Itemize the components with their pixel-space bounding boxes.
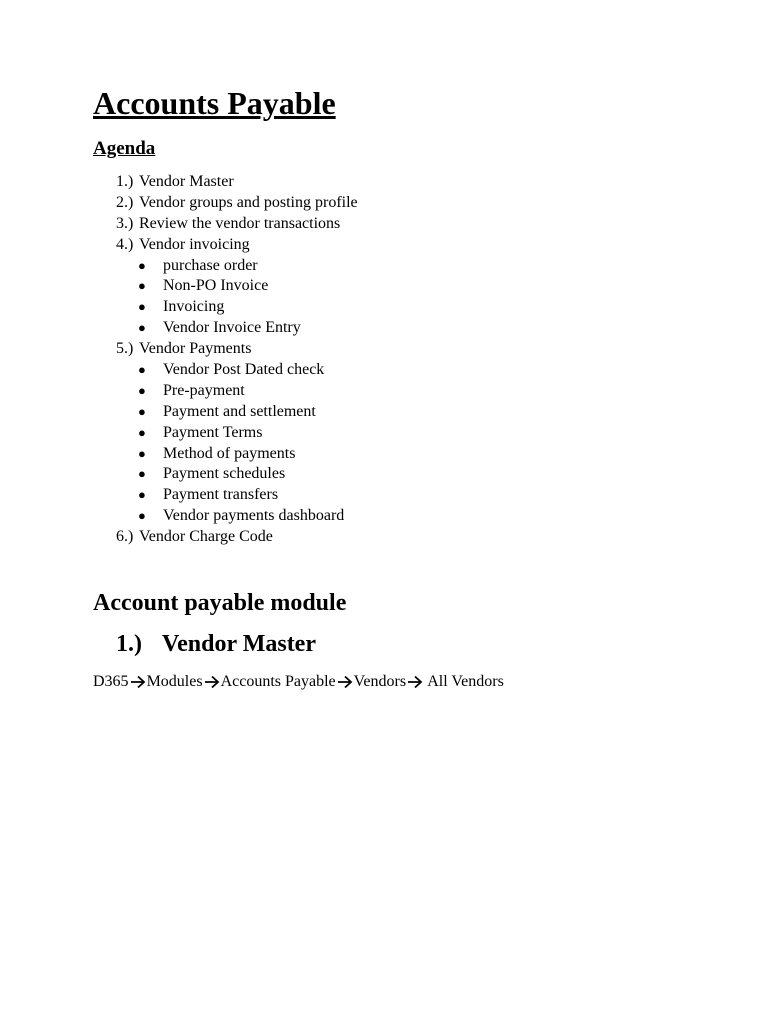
bullet-icon: ● — [138, 362, 146, 378]
agenda-item-label: Vendor groups and posting profile — [139, 193, 358, 211]
agenda-subitem-label: purchase order — [163, 256, 258, 274]
agenda-item-label: Vendor invoicing — [139, 235, 250, 253]
bullet-icon: ● — [138, 403, 146, 419]
bullet-icon: ● — [138, 508, 146, 524]
bullet-icon: ● — [138, 278, 146, 294]
nav-path-segment: Vendors — [353, 673, 407, 690]
bullet-icon: ● — [138, 466, 146, 482]
arrow-right-icon — [204, 675, 220, 689]
arrow-right-icon — [130, 675, 146, 689]
agenda-subitem-label: Vendor payments dashboard — [163, 507, 345, 525]
agenda-subitem-label: Method of payments — [163, 444, 296, 462]
agenda-subitem-label: Payment schedules — [163, 465, 286, 483]
agenda-subitem-label: Payment and settlement — [163, 402, 316, 420]
agenda-item-number: 3.) — [116, 214, 134, 232]
agenda-item-label: Review the vendor transactions — [139, 214, 341, 232]
nav-path-segment: D365 — [93, 673, 129, 690]
agenda-subitem-label: Payment Terms — [163, 423, 263, 441]
agenda-subitem-label: Vendor Post Dated check — [163, 361, 325, 379]
bullet-icon: ● — [138, 445, 146, 461]
agenda-subitem-label: Payment transfers — [163, 486, 279, 504]
agenda-subitem-label: Non-PO Invoice — [163, 277, 269, 295]
navigation-path — [93, 672, 504, 692]
agenda-item-label: Vendor Payments — [139, 340, 252, 358]
arrow-right-icon — [407, 675, 423, 689]
bullet-icon: ● — [138, 487, 146, 503]
bullet-icon: ● — [138, 320, 146, 336]
agenda-item-number: 1.) — [116, 173, 134, 190]
nav-path-segment: Modules — [146, 673, 203, 690]
agenda-item-label: Vendor Charge Code — [139, 528, 273, 546]
bullet-icon: ● — [138, 299, 146, 315]
bullet-icon: ● — [138, 424, 146, 440]
nav-path-segment: All Vendors — [424, 673, 504, 690]
agenda-subitem-label: Invoicing — [163, 298, 225, 316]
bullet-icon: ● — [138, 257, 146, 273]
agenda-item-number: 4.) — [116, 235, 134, 253]
section-heading: Account payable module — [93, 590, 347, 616]
agenda-item-number: 6.) — [116, 528, 134, 546]
subsection-number: 1.) — [116, 631, 142, 657]
arrow-right-icon — [337, 675, 353, 689]
subsection-title: Vendor Master — [162, 631, 316, 657]
page-title: Accounts Payable — [93, 85, 336, 121]
bullet-icon: ● — [138, 382, 146, 398]
agenda-subitem-label: Vendor Invoice Entry — [163, 319, 301, 337]
agenda-heading: Agenda — [93, 138, 156, 159]
agenda-subitem-label: Pre-payment — [163, 381, 245, 399]
agenda-item-number: 5.) — [116, 340, 134, 358]
agenda-item-label: Vendor Master — [139, 173, 234, 190]
agenda-item-number: 2.) — [116, 193, 134, 211]
subsection-heading — [116, 630, 316, 659]
nav-path-segment: Accounts Payable — [220, 673, 336, 690]
